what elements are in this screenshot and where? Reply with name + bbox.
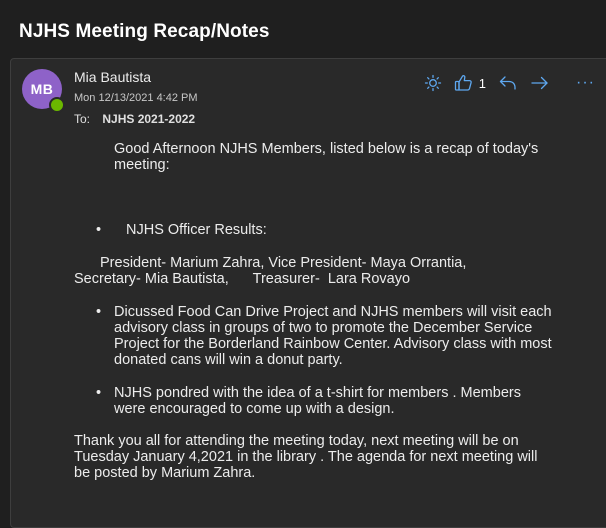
message-body bbox=[74, 141, 554, 481]
recipient-group[interactable]: NJHS 2021-2022 bbox=[102, 112, 196, 126]
reply-button[interactable] bbox=[498, 72, 518, 94]
bullet-icon: • bbox=[96, 385, 102, 401]
to-label: To: bbox=[74, 112, 91, 126]
like-count: 1 bbox=[478, 75, 487, 91]
thumbs-up-icon bbox=[454, 74, 473, 92]
closing-paragraph: Thank you all for attending the meeting today, next meeting will be on Tuesday January 4,2021 in the library . The agenda for next meeting will be posted by Marium Zahra. bbox=[74, 433, 538, 481]
message-card bbox=[10, 58, 606, 528]
bullet-icon: • bbox=[96, 222, 102, 238]
presence-available-icon bbox=[49, 97, 65, 113]
list-item-food-drive bbox=[74, 304, 554, 368]
list-item-text: NJHS Officer Results: bbox=[126, 222, 267, 238]
officers-line-2: Secretary- Mia Bautista, Treasurer- Lara Rovayo bbox=[74, 271, 411, 287]
recipients-line bbox=[74, 112, 195, 126]
bullet-icon: • bbox=[96, 304, 102, 320]
forward-button[interactable] bbox=[530, 72, 550, 94]
more-icon: ··· bbox=[576, 74, 595, 91]
list-item-officer-results bbox=[74, 222, 554, 238]
message-timestamp: Mon 12/13/2021 4:42 PM bbox=[74, 92, 198, 104]
list-item-text: Dicussed Food Can Drive Project and NJHS members will visit each advisory class in groups of two to promote the December Service Project for the Borderland Rainbow Center. Advisory class with most donated cans will win a donut party. bbox=[114, 304, 552, 368]
list-item-text: NJHS pondred with the idea of a t-shirt for members . Members were encouraged to come up with a design. bbox=[114, 385, 521, 417]
like-button[interactable] bbox=[454, 72, 486, 94]
forward-icon bbox=[530, 74, 550, 92]
more-options-button[interactable] bbox=[562, 72, 595, 94]
sender-name[interactable]: Mia Bautista bbox=[74, 69, 152, 85]
greeting-paragraph: Good Afternoon NJHS Members, listed below is a recap of today's meeting: bbox=[114, 141, 539, 173]
sun-icon bbox=[424, 74, 442, 92]
window-title: NJHS Meeting Recap/Notes bbox=[19, 21, 270, 42]
message-actions bbox=[412, 72, 595, 94]
window-titlebar bbox=[0, 0, 606, 58]
reply-icon bbox=[498, 74, 518, 92]
officers-line-1: President- Marium Zahra, Vice President- Maya Orrantia, bbox=[100, 255, 467, 271]
list-item-tshirt bbox=[74, 385, 554, 417]
summarize-button[interactable] bbox=[424, 72, 442, 94]
avatar-initials: MB bbox=[30, 81, 54, 97]
